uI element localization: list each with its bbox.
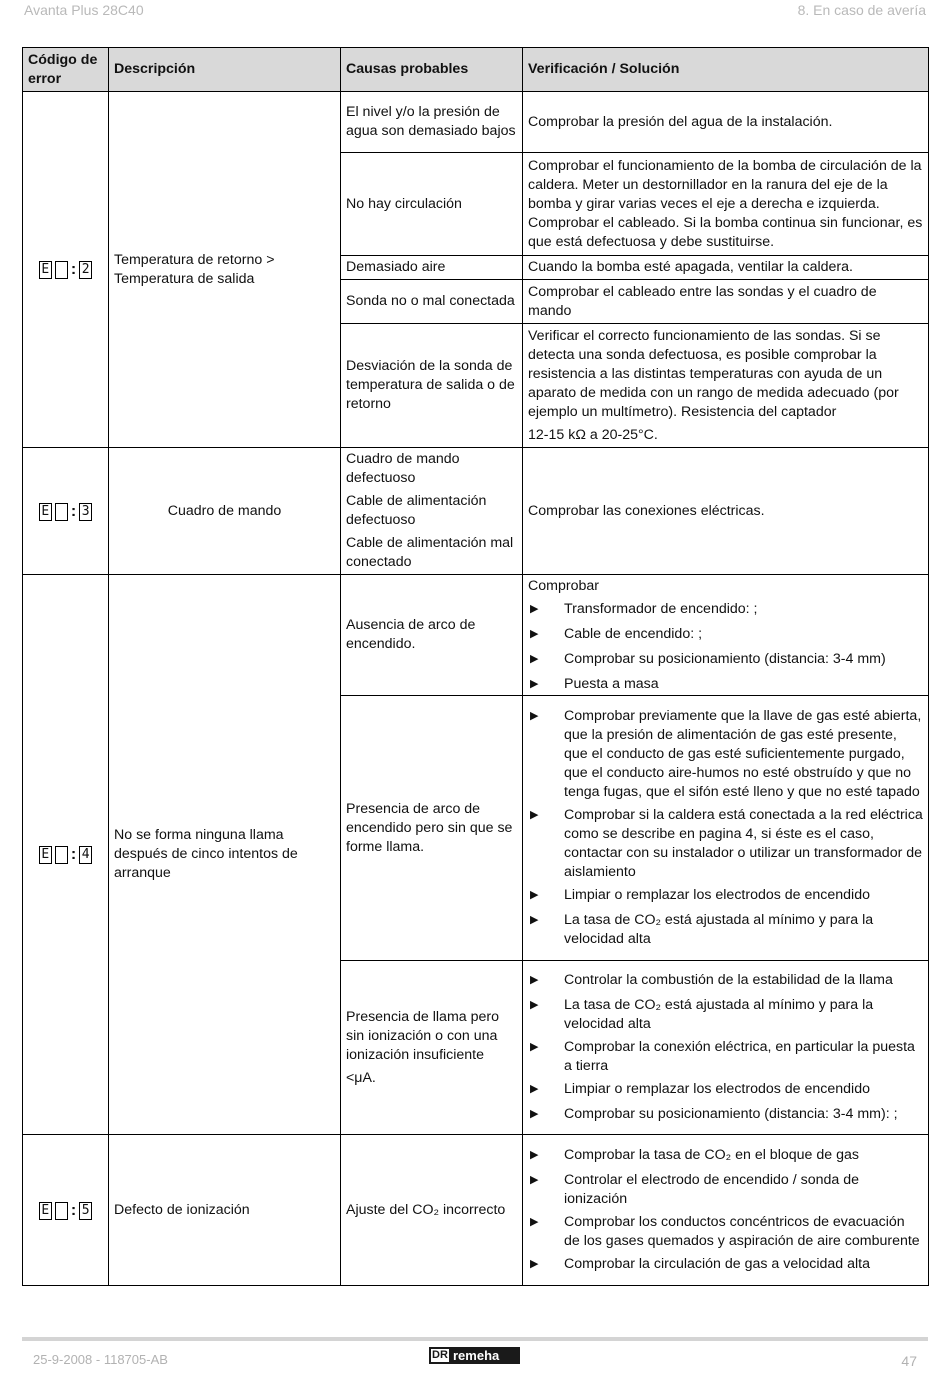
solution-cell: Comprobar el cableado entre las sondas y el cuadro de mando (523, 280, 929, 324)
triangle-right-icon: ▶ (530, 999, 539, 1011)
cause-text: Presencia de llama pero sin ionización o con una ionización insuficiente (346, 1008, 499, 1063)
error-code-e05: E : 5 (23, 1135, 109, 1286)
list-item: ▶ Puesta a masa (530, 675, 659, 692)
triangle-right-icon: ▶ (530, 1216, 539, 1228)
header-product: Avanta Plus 28C40 (24, 2, 144, 18)
list-item: ▶ Cable de encendido: ; (530, 625, 703, 642)
list-item: ▶ Comprobar su posicionamiento (distancia: 3-4 mm) (530, 650, 886, 667)
list-item: ▶ Comprobar la tasa de CO₂ en el bloque de gas (530, 1147, 859, 1163)
logo-mark: DR (432, 1349, 448, 1361)
triangle-right-icon: ▶ (530, 677, 539, 690)
header-code: Código de error (23, 48, 109, 92)
table-row (23, 1135, 929, 1286)
footer-date-ref: 25-9-2008 - 118705-AB (33, 1352, 168, 1367)
cause-text: <μA. (346, 1069, 376, 1086)
cause-cell: Ausencia de arco de encendido. (341, 575, 523, 696)
triangle-right-icon: ▶ (530, 652, 539, 665)
list-item: ▶ Comprobar previamente que la llave de gas esté abierta, que la presión de alimentación de gas esté presente, que el conducto de gas esté suficientemente purgado, que el conducto aire-humos no esté obstruído y que no tenga fugas, que el sifón esté lleno y que no esté tapado (530, 708, 922, 800)
error-table (22, 47, 929, 1286)
solution-cell (523, 1135, 929, 1286)
triangle-right-icon: ▶ (530, 914, 539, 926)
list-item: ▶ Comprobar la conexión eléctrica, en particular la puesta a tierra (530, 1039, 915, 1074)
cause-item: Cuadro de mando defectuoso (346, 451, 460, 486)
triangle-right-icon: ▶ (530, 710, 539, 722)
cause-item: Cable de alimentación mal conectado (346, 535, 514, 570)
error-description: Cuadro de mando (109, 448, 341, 575)
cause-cell: Presencia de arco de encendido pero sin que se forme llama. (341, 696, 523, 961)
solution-text: Verificar el correcto funcionamiento de las sondas. Si se detecta una sonda defectuosa, es posible comprobar la resistencia a las distintas temperaturas con ayuda de un aparato de medida con un rango de medida adecuado (por ejemplo un multímetro). Resistencia del captador (528, 327, 899, 420)
error-code-e04: E : 4 (23, 575, 109, 1135)
list-item: ▶ Limpiar o remplazar los electrodos de encendido (530, 1081, 870, 1097)
header-solution: Verificación / Solución (523, 48, 929, 92)
cause-cell (341, 448, 523, 575)
solution-cell (523, 696, 929, 961)
triangle-right-icon: ▶ (530, 1149, 539, 1161)
list-item: ▶ Comprobar la circulación de gas a velocidad alta (530, 1256, 870, 1272)
cause-cell (341, 961, 523, 1135)
solution-text: 12-15 kΩ a 20-25°C. (528, 426, 658, 443)
cause-cell: Demasiado aire (341, 256, 523, 280)
error-code-e02: E : 2 (23, 92, 109, 448)
list-item: ▶ La tasa de CO₂ está ajustada al mínimo y para la velocidad alta (530, 912, 874, 947)
list-item: ▶ Limpiar o remplazar los electrodos de encendido (530, 887, 870, 903)
triangle-right-icon: ▶ (530, 1041, 539, 1053)
list-item: ▶ Comprobar su posicionamiento (distancia: 3-4 mm): ; (530, 1106, 898, 1122)
remeha-logo (429, 1347, 520, 1364)
list-item: ▶ Comprobar los conductos concéntricos de evacuación de los gases quemados y aspiración de aire comburente (530, 1214, 920, 1249)
cause-cell: Ajuste del CO₂ incorrecto (341, 1135, 523, 1286)
list-item: ▶ Controlar la combustión de la estabilidad de la llama (530, 972, 893, 988)
solution-cell: Comprobar el funcionamiento de la bomba de circulación de la caldera. Meter un destornillador en la ranura del eje de la bomba y girar varias veces el eje a derecha e izquierda. Comprobar el cableado. Si la bomba continua sin funcionar, es que está defectuosa y debe sustituirse. (523, 153, 929, 256)
footer-divider (22, 1337, 928, 1341)
logo-text: remeha (453, 1348, 500, 1363)
triangle-right-icon: ▶ (530, 1083, 539, 1095)
cause-cell: No hay circulación (341, 153, 523, 256)
cause-cell: El nivel y/o la presión de agua son demasiado bajos (341, 92, 523, 153)
triangle-right-icon: ▶ (530, 1108, 539, 1120)
table-row (23, 92, 929, 153)
triangle-right-icon: ▶ (530, 627, 539, 640)
triangle-right-icon: ▶ (530, 809, 539, 821)
cause-item: Cable de alimentación defectuoso (346, 493, 487, 528)
solution-cell (523, 575, 929, 696)
header-causes: Causas probables (341, 48, 523, 92)
triangle-right-icon: ▶ (530, 889, 539, 901)
triangle-right-icon: ▶ (530, 1258, 539, 1270)
list-item: ▶ Transformador de encendido: ; (530, 600, 758, 617)
triangle-right-icon: ▶ (530, 974, 539, 986)
table-header-row (23, 48, 929, 92)
list-item: ▶ La tasa de CO₂ está ajustada al mínimo y para la velocidad alta (530, 997, 874, 1032)
header-section: 8. En caso de avería (797, 2, 926, 18)
triangle-right-icon: ▶ (530, 1174, 539, 1186)
page-number: 47 (901, 1353, 917, 1369)
cause-cell: Desviación de la sonda de temperatura de salida o de retorno (341, 324, 523, 448)
list-item: ▶ Comprobar si la caldera está conectada a la red eléctrica como se describe en pagina 4, si éste es el caso, contactar con su instalador o utilizar un transformador de aislamiento (530, 807, 923, 880)
error-description: Defecto de ionización (109, 1135, 341, 1286)
error-code-e03: E : 3 (23, 448, 109, 575)
solution-cell: Comprobar la presión del agua de la instalación. (523, 92, 929, 153)
solution-cell (523, 961, 929, 1135)
cause-cell: Sonda no o mal conectada (341, 280, 523, 324)
solution-cell: Cuando la bomba esté apagada, ventilar la caldera. (523, 256, 929, 280)
triangle-right-icon: ▶ (530, 602, 539, 615)
error-description: No se forma ninguna llama después de cinco intentos de arranque (109, 575, 341, 1135)
error-description: Temperatura de retorno > Temperatura de salida (109, 92, 341, 448)
list-item: ▶ Controlar el electrodo de encendido / sonda de ionización (530, 1172, 859, 1207)
solution-cell: Comprobar las conexiones eléctricas. (523, 448, 929, 575)
table-row (23, 448, 929, 575)
header-description: Descripción (109, 48, 341, 92)
table-row (23, 575, 929, 696)
solution-cell (523, 324, 929, 448)
solution-intro: Comprobar (528, 577, 599, 594)
